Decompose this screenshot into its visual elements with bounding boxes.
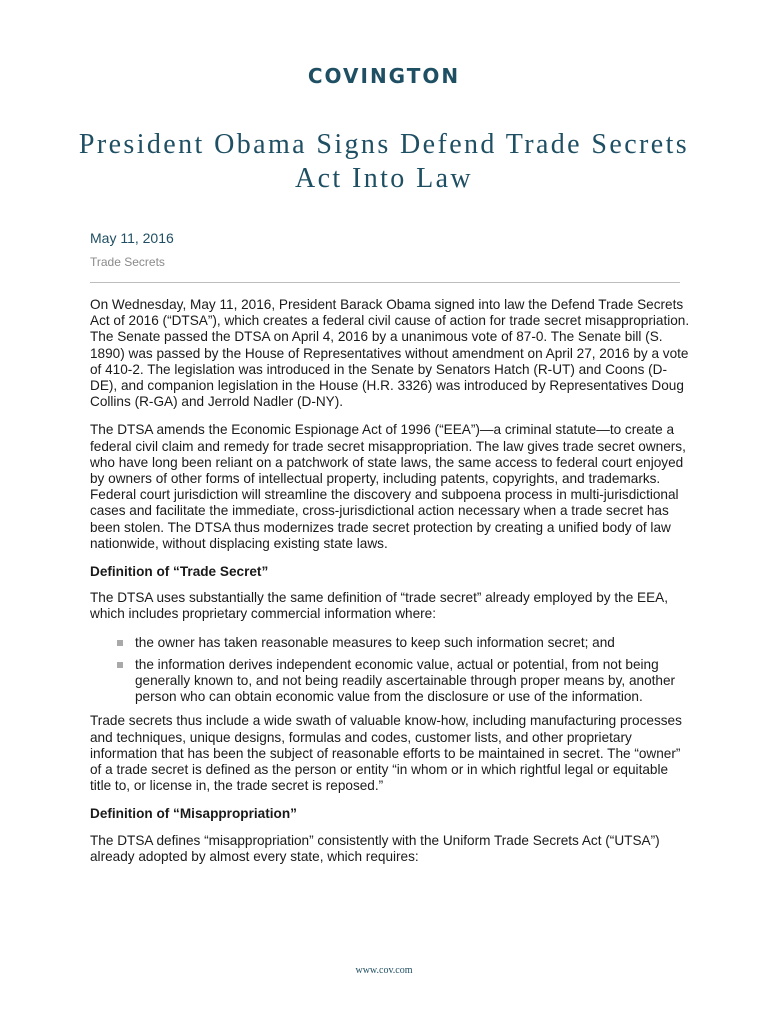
square-bullet-icon — [117, 662, 123, 668]
paragraph: The DTSA uses substantially the same definition of “trade secret” already employed by the EEA, which includes proprietary commercial information where: — [90, 590, 669, 622]
article-date: May 11, 2016 — [90, 230, 174, 246]
list-item-text: the owner has taken reasonable measures to keep such information secret; and — [135, 634, 615, 650]
article-category: Trade Secrets — [90, 255, 165, 269]
article-title: President Obama Signs Defend Trade Secrets Act Into Law — [78, 129, 690, 194]
paragraph: Trade secrets thus include a wide swath of valuable know-how, including manufacturing processes and techniques, unique designs, formulas and codes, customer lists, and other proprietary information that has been the subject of reasonable efforts to be maintained in secret. The “owner” of a trade secret is defined as the person or entity “in whom or in which rightful legal or equitable title to, or license in, the trade secret is reposed.” — [90, 713, 682, 794]
list-item — [90, 657, 690, 706]
paragraph: On Wednesday, May 11, 2016, President Barack Obama signed into law the Defend Trade Secrets Act of 2016 (“DTSA”), which creates a federal civil cause of action for trade secret misappropriation. The Senate passed the DTSA on April 4, 2016 by a unanimous vote of 87-0. The Senate bill (S. 1890) was passed by the House of Representatives without amendment on April 27, 2016 by a vote of 410-2. The legislation was introduced in the Senate by Senators Hatch (R-UT) and Coons (D-DE), and companion legislation in the House (H.R. 3326) was introduced by Representatives Doug Collins (R-GA) and Jerrold Nadler (D-NY). — [90, 297, 690, 410]
section-heading: Definition of “Misappropriation” — [90, 806, 297, 822]
divider — [90, 282, 680, 283]
paragraph: The DTSA defines “misappropriation” consistently with the Uniform Trade Secrets Act (“UTSA”) already adopted by almost every state, which requires: — [90, 832, 660, 864]
square-bullet-icon — [117, 640, 123, 646]
paragraph: The DTSA amends the Economic Espionage Act of 1996 (“EEA”)—a criminal statute—to create a federal civil claim and remedy for trade secret misappropriation. The law gives trade secret owners, who have long been reliant on a patchwork of state laws, the same access to federal court enjoyed by owners of other forms of intellectual property, including patents, copyrights, and trademarks. Federal court jurisdiction will streamline the discovery and subpoena process in multi-jurisdictional cases and facilitate the immediate, cross-jurisdictional action necessary when a trade secret has been stolen. The DTSA thus modernizes trade secret protection by creating a unified body of law nationwide, without displacing existing state laws. — [90, 422, 686, 551]
article-body — [90, 297, 690, 877]
bullet-list — [90, 635, 690, 706]
list-item — [90, 635, 690, 651]
covington-logo: COVINGTON — [307, 64, 461, 88]
footer-url: www.cov.com — [355, 965, 413, 976]
list-item-text: the information derives independent economic value, actual or potential, from not being generally known to, and not being readily ascertainable through proper means by, another person who can obtain economic value from the disclosure or use of the information. — [135, 656, 676, 705]
section-heading: Definition of “Trade Secret” — [90, 564, 269, 580]
